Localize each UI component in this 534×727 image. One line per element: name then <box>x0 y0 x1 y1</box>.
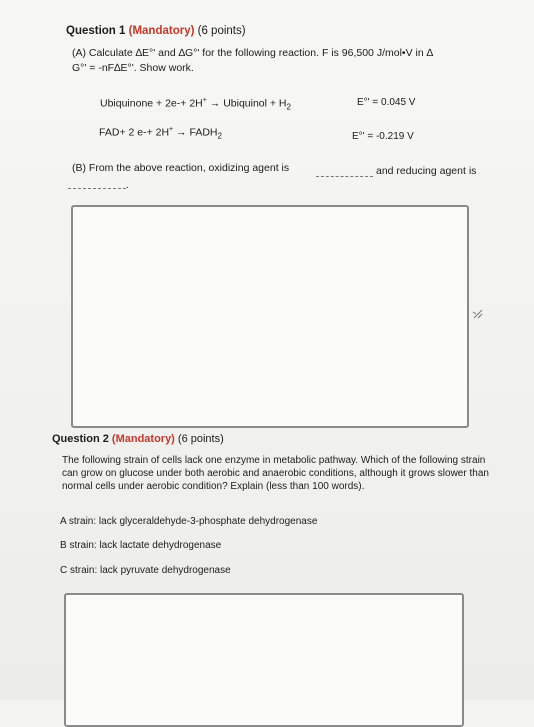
reaction-1-equation <box>100 97 291 112</box>
question-2-prompt: The following strain of cells lack one enzyme in metabolic pathway. Which of the following strain can grow on glucose under both aerobic and anaerobic conditions, although it grows slower than normal cells under aerobic condition? Explain (less than 100 words). <box>62 455 489 492</box>
reaction-2-arrow: → <box>173 126 190 139</box>
question-1-answer-box[interactable] <box>71 205 469 428</box>
reaction-2-charge: + <box>169 126 174 133</box>
question-1-prompt-line-1: (A) Calculate ∆E°' and ∆G°' for the following reaction. F is 96,500 J/mol•V in ∆ <box>72 47 434 59</box>
question-1-prompt-line-2: G°' = -nF∆E°'. Show work. <box>72 62 194 74</box>
question-1-label: Question 1 <box>66 25 129 37</box>
reaction-2-subscript: 2 <box>217 131 222 141</box>
strain-c-option: C strain: lack pyruvate dehydrogenase <box>60 565 231 576</box>
strain-a-option: A strain: lack glyceraldehyde-3-phosphate dehydrogenase <box>60 516 318 527</box>
part-b-prompt-continued: and reducing agent is <box>376 165 477 177</box>
reducing-agent-blank[interactable] <box>68 188 126 189</box>
reaction-1-charge: + <box>202 97 207 104</box>
question-2-label: Question 2 <box>52 433 112 445</box>
reaction-1-potential: E°' = 0.045 V <box>357 97 416 108</box>
reaction-1-subscript: 2 <box>286 102 291 112</box>
reaction-1-products: Ubiquinol + H <box>223 97 287 110</box>
points-label: (6 points) <box>174 433 224 445</box>
reaction-1-reactants: Ubiquinone + 2e-+ 2H <box>100 97 203 110</box>
part-b-period: . <box>126 180 129 191</box>
resize-handle-icon[interactable] <box>472 309 484 322</box>
reaction-2-potential: E°' = -0.219 V <box>352 131 414 142</box>
question-1-title <box>66 25 246 37</box>
question-2-answer-box[interactable] <box>64 593 464 727</box>
strain-b-option: B strain: lack lactate dehydrogenase <box>60 540 222 551</box>
reaction-2-products: FADH <box>189 126 218 139</box>
mandatory-tag: (Mandatory) <box>128 25 195 37</box>
points-label: (6 points) <box>194 25 246 37</box>
part-b-prompt: (B) From the above reaction, oxidizing agent is <box>72 162 290 174</box>
reaction-2-equation <box>99 126 222 141</box>
oxidizing-agent-blank[interactable] <box>316 176 373 177</box>
reaction-1-arrow: → <box>206 97 224 110</box>
resize-handle-icon-graphic <box>472 309 484 319</box>
question-2-title <box>52 433 224 445</box>
mandatory-tag: (Mandatory) <box>111 433 175 445</box>
reaction-2-reactants: FAD+ 2 e-+ 2H <box>99 126 170 139</box>
